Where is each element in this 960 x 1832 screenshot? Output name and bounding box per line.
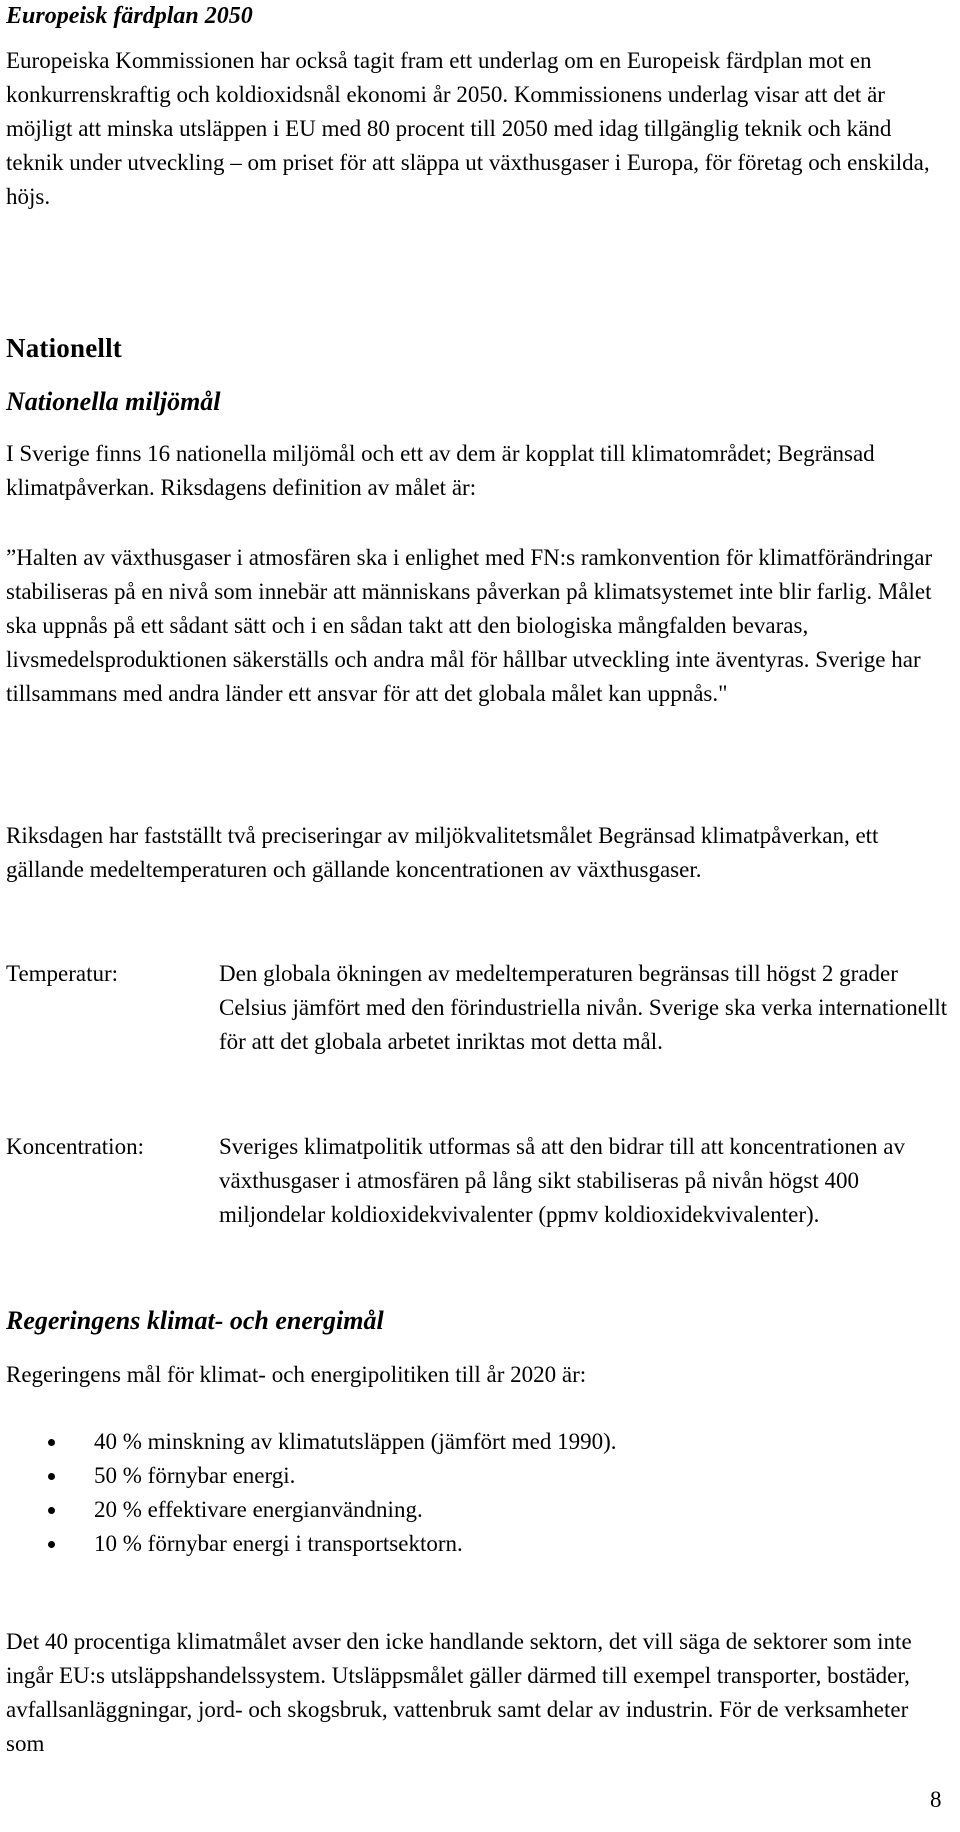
definition-term: Temperatur: — [6, 961, 119, 986]
list-item — [6, 1527, 906, 1561]
government-goals-list — [6, 1425, 906, 1561]
national-heading: Nationellt — [6, 333, 122, 363]
list-item — [6, 1493, 906, 1527]
goal-text: 40 % minskning av klimatutsläppen (jämfört med 1990). — [94, 1429, 617, 1454]
bullet-icon — [48, 1473, 55, 1480]
definition-description: Den globala ökningen av medeltemperaturen begränsas till högst 2 grader Celsius jämfört med den förindustriella nivån. Sverige ska verka internationellt för att det globala arbetet inriktas mot detta mål. — [219, 961, 948, 1054]
page-number: 8 — [930, 1787, 942, 1812]
goal-text: 10 % förnybar energi i transportsektorn. — [94, 1531, 463, 1556]
eu-roadmap-heading: Europeisk färdplan 2050 — [6, 3, 253, 29]
bullet-icon — [48, 1507, 55, 1514]
government-intro-paragraph: Regeringens mål för klimat- och energipolitiken till år 2020 är: — [6, 1362, 587, 1387]
bullet-icon — [48, 1541, 55, 1548]
specifications-paragraph: Riksdagen har fastställt två preciseringar av miljökvalitetsmålet Begränsad klimatpåverkan, ett gällande medeltemperaturen och gällande koncentrationen av växthusgaser. — [6, 823, 879, 882]
goal-text: 50 % förnybar energi. — [94, 1463, 296, 1488]
national-intro-paragraph: I Sverige finns 16 nationella miljömål och ett av dem är kopplat till klimatområdet; Begränsad klimatpåverkan. Riksdagens definition av målet är: — [6, 441, 875, 500]
list-item — [6, 1459, 906, 1493]
goal-text: 20 % effektivare energianvändning. — [94, 1497, 423, 1522]
definition-description: Sveriges klimatpolitik utformas så att den bidrar till att koncentrationen av växthusgaser i atmosfären på lång sikt stabiliseras på nivån högst 400 miljondelar koldioxidekvivalenter (ppmv koldioxidekvivalenter). — [219, 1134, 905, 1227]
riksdag-definition-quote: ”Halten av växthusgaser i atmosfären ska i enlighet med FN:s ramkonvention för klimatförändringar stabiliseras på en nivå som innebär att människans påverkan på klimatsystemet inte blir farlig. Målet ska uppnås på ett sådant sätt och i en sådan takt att den biologiska mångfalden bevaras, livsmedelsproduktionen säkerställs och andra mål för hållbar utveckling inte äventyras. Sverige har tillsammans med andra länder ett ansvar för att det globala målet kan uppnås." — [6, 545, 933, 706]
government-goals-subheading: Regeringens klimat- och energimål — [6, 1306, 384, 1335]
bullet-icon — [48, 1439, 55, 1446]
definition-term: Koncentration: — [6, 1134, 144, 1159]
national-env-goals-subheading: Nationella miljömål — [6, 387, 221, 416]
eu-roadmap-paragraph: Europeiska Kommissionen har också tagit fram ett underlag om en Europeisk färdplan mot en konkurrenskraftig och koldioxidsnål ekonomi år 2050. Kommissionens underlag visar att det är möjligt att minska utsläppen i EU med 80 procent till 2050 med idag tillgänglig teknik och känd teknik under utveckling – om priset för att släppa ut växthusgaser i Europa, för företag och enskilda, höjs. — [6, 48, 930, 209]
government-paragraph: Det 40 procentiga klimatmålet avser den icke handlande sektorn, det vill säga de sektorer som inte ingår EU:s utsläppshandelssystem. Utsläppsmålet gäller därmed till exempel transporter, bostäder, avfallsanläggningar, jord- och skogsbruk, vattenbruk samt delar av industrin. För de verksamheter som — [6, 1629, 912, 1756]
list-item — [6, 1425, 906, 1459]
